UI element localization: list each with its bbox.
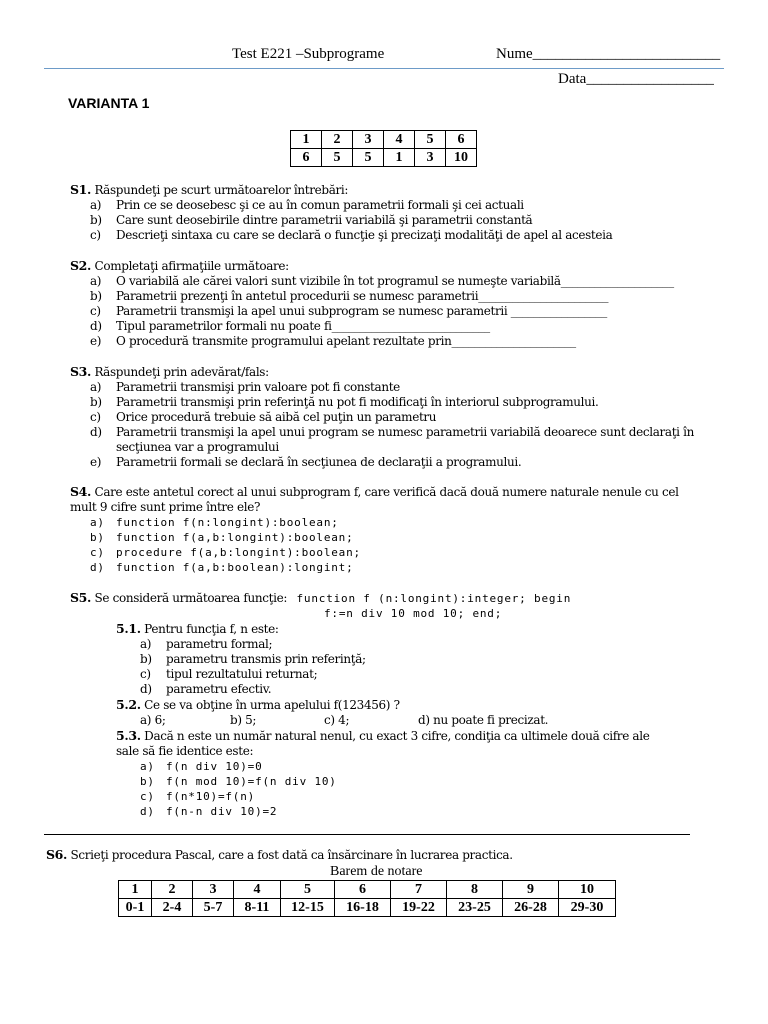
s2-item (90, 319, 674, 334)
s2-label: S2. (70, 258, 92, 273)
item-marker: b) (90, 531, 105, 544)
item-marker: a) (140, 760, 155, 773)
item-text: tipul rezultatului returnat; (166, 667, 318, 681)
s1-item (90, 213, 612, 228)
q51-option (140, 682, 710, 697)
score-table-cell: 1 (291, 131, 322, 149)
q53-option (140, 774, 710, 789)
date-field-label: Data_________________ (558, 71, 714, 87)
score-table-cell: 6 (291, 149, 322, 167)
item-marker: c) (140, 667, 151, 681)
header-divider (44, 68, 724, 69)
item-marker: a) (90, 274, 102, 288)
barem-title: Barem de notare (330, 864, 423, 879)
score-table (290, 130, 477, 167)
item-text: f(n div 10)=0 (166, 760, 263, 773)
q52-label: 5.2. (116, 697, 141, 712)
s4-question: Care este antetul corect al unui subprogram f, care verifică dacă două numere naturale nenule cu cel mult 9 cifre sunt prime între ele? (70, 485, 679, 514)
item-marker: a) (140, 637, 152, 651)
item-text: Parametrii transmişi la apel unui program se numesc parametrii variabilă deoarece sunt declaraţi în secţiunea var a programului (116, 425, 694, 454)
barem-cell: 0-1 (119, 899, 152, 917)
item-text: f(n mod 10)=f(n div 10) (166, 775, 337, 788)
section-s1 (70, 182, 612, 243)
barem-cell: 6 (335, 881, 391, 899)
s2-question: Completaţi afirmaţiile următoare: (94, 259, 289, 273)
q51-question: Pentru funcţia f, n este: (144, 622, 279, 636)
barem-cell: 29-30 (559, 899, 616, 917)
item-text: Parametrii transmişi prin referinţă nu pot fi modificaţi în interiorul subprogramului. (116, 395, 599, 409)
section-s3 (70, 364, 700, 470)
barem-cell: 3 (193, 881, 234, 899)
barem-cell: 5 (281, 881, 335, 899)
barem-cell: 1 (119, 881, 152, 899)
item-text: Descrieţi sintaxa cu care se declară o funcţie şi precizaţi modalităţi de apel al acesteia (116, 228, 613, 242)
s1-label: S1. (70, 182, 92, 197)
s3-item (90, 455, 700, 470)
s6-question: Scrieţi procedura Pascal, care a fost dată ca însărcinare în lucrarea practica. (70, 848, 513, 862)
barem-cell: 8-11 (234, 899, 281, 917)
s3-question: Răspundeţi prin adevărat/fals: (94, 365, 269, 379)
item-text: Care sunt deosebirile dintre parametrii variabilă şi parametrii constantă (116, 213, 533, 227)
score-table-cell: 5 (353, 149, 384, 167)
item-marker: d) (90, 319, 102, 333)
score-table-cell: 1 (384, 149, 415, 167)
s2-item (90, 334, 674, 349)
item-text: parametru efectiv. (166, 682, 272, 696)
item-text: Orice procedură trebuie să aibă cel puţin un parametru (116, 410, 437, 424)
q51-option (140, 637, 710, 652)
barem-cell: 7 (391, 881, 447, 899)
test-title: Test E221 –Subprograme (232, 46, 385, 62)
q53-question: Dacă n este un număr natural nenul, cu exact 3 cifre, condiţia ca ultimele două cifre ale sale să fie identice este: (116, 729, 650, 758)
q51-label: 5.1. (116, 621, 141, 636)
q52-options (70, 713, 710, 728)
item-text: function f(a,b:longint):boolean; (116, 531, 354, 544)
barem-cell: 26-28 (503, 899, 559, 917)
item-text: parametru formal; (166, 637, 273, 651)
barem-cell: 2-4 (152, 899, 193, 917)
s3-item (90, 380, 700, 395)
s3-items (70, 380, 700, 470)
s5-label: S5. (70, 590, 92, 605)
item-marker: e) (90, 334, 102, 348)
item-text: Parametrii transmişi la apel unui subprogram se numesc parametrii _________________ (116, 304, 607, 318)
item-marker: b) (90, 213, 102, 227)
s4-items (70, 515, 690, 575)
s2-items (70, 274, 674, 349)
item-text: Prin ce se deosebesc şi ce au în comun parametrii formali şi cei actuali (116, 198, 524, 212)
item-text: O procedură transmite programului apelant rezultate prin______________________ (116, 334, 576, 348)
barem-cell: 16-18 (335, 899, 391, 917)
item-marker: a) (90, 198, 102, 212)
score-table-cell: 5 (415, 131, 446, 149)
item-marker: c) (90, 410, 101, 424)
score-table-cell: 3 (415, 149, 446, 167)
q52-option-d: d) nu poate fi precizat. (418, 713, 549, 727)
q53-option (140, 804, 710, 819)
s1-item (90, 198, 612, 213)
item-marker: c) (90, 546, 105, 559)
item-marker: b) (140, 652, 152, 666)
item-marker: a) (90, 380, 102, 394)
s4-label: S4. (70, 484, 92, 499)
score-table-cell: 6 (446, 131, 477, 149)
item-text: procedure f(a,b:longint):boolean; (116, 546, 361, 559)
item-text: O variabilă ale cărei valori sunt vizibile în tot programul se numeşte variabilă____________________ (116, 274, 674, 288)
item-marker: d) (140, 805, 155, 818)
s5-code-line1: function f (n:longint):integer; begin (296, 592, 572, 605)
s4-option (90, 530, 690, 545)
s3-item (90, 395, 700, 410)
q52-option-c: c) 4; (324, 713, 350, 727)
s2-item (90, 274, 674, 289)
score-table-cell: 10 (446, 149, 477, 167)
name-field-label: Nume_________________________ (496, 46, 721, 62)
section-s4 (70, 484, 690, 575)
barem-cell: 10 (559, 881, 616, 899)
barem-cell: 9 (503, 881, 559, 899)
s1-items (70, 198, 612, 243)
section-s6 (46, 847, 513, 863)
s2-item (90, 304, 674, 319)
s4-option (90, 545, 690, 560)
q53-option (140, 789, 710, 804)
item-text: function f(a,b:boolean):longint; (116, 561, 354, 574)
score-table-cell: 2 (322, 131, 353, 149)
item-marker: e) (90, 455, 102, 469)
s2-item (90, 289, 674, 304)
barem-cell: 4 (234, 881, 281, 899)
q51-option (140, 667, 710, 682)
item-marker: d) (90, 425, 102, 439)
q52-option-b: b) 5; (230, 713, 257, 727)
score-table-cell: 5 (322, 149, 353, 167)
s3-label: S3. (70, 364, 92, 379)
item-text: Tipul parametrilor formali nu poate fi____________________________ (116, 319, 490, 333)
s4-option (90, 515, 690, 530)
item-text: Parametrii prezenţi în antetul procedurii se numesc parametrii_______________________ (116, 289, 609, 303)
q53-items (70, 759, 710, 819)
q53-option (140, 759, 710, 774)
s6-label: S6. (46, 847, 68, 862)
section-s2 (70, 258, 674, 349)
barem-cell: 2 (152, 881, 193, 899)
barem-cell: 5-7 (193, 899, 234, 917)
variant-heading: VARIANTA 1 (68, 95, 150, 111)
barem-cell: 19-22 (391, 899, 447, 917)
score-table-cell: 3 (353, 131, 384, 149)
q51-option (140, 652, 710, 667)
barem-cell: 12-15 (281, 899, 335, 917)
s3-item (90, 425, 700, 455)
section-s5 (70, 590, 710, 819)
item-text: Parametrii transmişi prin valoare pot fi constante (116, 380, 400, 394)
s1-question: Răspundeţi pe scurt următoarelor întrebări: (94, 183, 349, 197)
barem-cell: 8 (447, 881, 503, 899)
item-marker: c) (90, 304, 101, 318)
item-marker: c) (140, 790, 155, 803)
item-text: function f(n:longint):boolean; (116, 516, 339, 529)
item-marker: b) (90, 395, 102, 409)
q52-option-a: a) 6; (140, 713, 166, 727)
item-text: parametru transmis prin referinţă; (166, 652, 366, 666)
q52-question: Ce se va obţine în urma apelului f(123456) ? (144, 698, 400, 712)
s1-item (90, 228, 612, 243)
s5-question: Se consideră următoarea funcţie: (94, 591, 288, 605)
item-text: f(n*10)=f(n) (166, 790, 256, 803)
item-marker: d) (140, 682, 152, 696)
item-marker: a) (90, 516, 105, 529)
section-divider (44, 834, 690, 835)
s3-item (90, 410, 700, 425)
barem-table (118, 880, 616, 917)
s5-code-line2: f:=n div 10 mod 10; end; (324, 607, 503, 620)
item-marker: b) (140, 775, 155, 788)
item-marker: d) (90, 561, 105, 574)
score-table-cell: 4 (384, 131, 415, 149)
item-marker: c) (90, 228, 101, 242)
barem-cell: 23-25 (447, 899, 503, 917)
item-text: Parametrii formali se declară în secţiunea de declaraţii a programului. (116, 455, 522, 469)
s4-option (90, 560, 690, 575)
q51-items (70, 637, 710, 697)
q53-label: 5.3. (116, 728, 141, 743)
item-text: f(n-n div 10)=2 (166, 805, 278, 818)
item-marker: b) (90, 289, 102, 303)
